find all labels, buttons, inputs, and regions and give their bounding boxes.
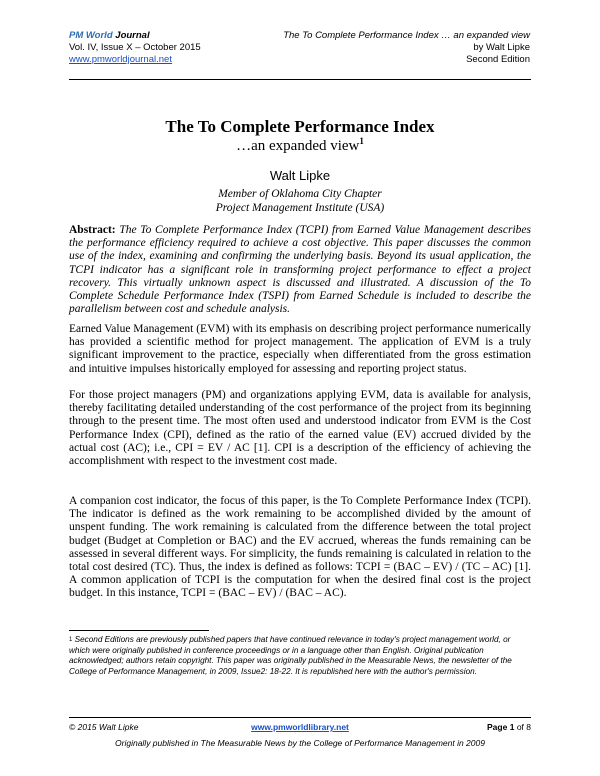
header-divider — [69, 79, 531, 80]
abstract-text: The To Complete Performance Index (TCPI) from Earned Value Management describes the performance efficiency required to achieve a cost objective. This paper discusses the common use of the index, examining and confirming the underlying basis. Beyond its usual application, the TCPI indicator has a significant role in transforming project performance to effect a project recovery. This virtually unknown aspect is discussed and illustrated. A discussion of the To Complete Schedule Performance Index (TSPI) from Earned Schedule is included to describe the parallelism between cost and schedule analysis. — [69, 224, 532, 316]
edition-label: Second Edition — [466, 54, 530, 65]
footer-copyright: © 2015 Walt Lipke — [69, 722, 139, 732]
page-number: 1 — [509, 722, 515, 732]
subtitle-text: …an expanded view — [236, 138, 360, 154]
page-label: Page — [487, 722, 508, 732]
paper-title: The To Complete Performance Index — [165, 117, 435, 136]
footnote — [69, 635, 531, 677]
body-paragraph-3: A companion cost indicator, the focus of this paper, is the To Complete Performance Index (TCPI). The indicator is defined as the work remaining to be accomplished divided by the amount of unspent funding. The work remaining is calculated from the difference between the total project budget (Budget at Completion or BAC) and the EV accrued, whereas the funds remaining can be assessed in several different ways. For simplicity, the funds remaining is calculated in relation to the total cost desired (TC). Thus, the index is defined as follows: TCPI = (BAC – EV) / (TC – AC) [1]. A common application of TCPI is the computation for when the desired final cost is the project budget. In this instance, TCPI = (BAC – EV) / (BAC – AC). — [69, 495, 531, 600]
paper-author: Walt Lipke — [269, 168, 331, 183]
journal-website-link[interactable]: www.pmworldjournal.net — [69, 54, 172, 65]
footnote-marker[interactable]: 1 — [359, 136, 364, 146]
footnote-divider — [69, 630, 209, 631]
affiliation-line-1: Member of Oklahoma City Chapter — [218, 188, 382, 200]
journal-brand: PM World — [69, 30, 113, 41]
footer-website-link[interactable]: www.pmworldlibrary.net — [251, 722, 349, 732]
body-paragraph-1: Earned Value Management (EVM) with its emphasis on describing project performance numerically has provided a scientific method for project management. The application of EVM is a truly significant improvement to the practice, especially when differentiated from the gross estimation and intuitive impulses historically employed for assessing and reporting project status. — [69, 323, 531, 375]
paper-subtitle — [0, 136, 600, 155]
footnote-text: Second Editions are previously published papers that have continued relevance in today's project management world, or which were originally published in conference proceedings or in a language other than English. Original publication acknowledged; authors retain copyright. This paper was originally published in the Measurable News, the newsletter of the College of Performance Management, in 2009, Issue2: 18-22. It is republished here with the author's permission. — [69, 635, 512, 676]
footnote-number: 1 — [69, 637, 73, 643]
running-header — [283, 30, 530, 66]
journal-header — [69, 30, 201, 66]
page-total: of 8 — [516, 722, 531, 732]
running-title: The To Complete Performance Index … an expanded view — [283, 30, 530, 41]
journal-name — [69, 30, 201, 42]
running-author: by Walt Lipke — [473, 42, 530, 53]
footer-divider — [69, 717, 531, 718]
journal-volume: Vol. IV, Issue X – October 2015 — [69, 42, 201, 53]
body-paragraph-2: For those project managers (PM) and organizations applying EVM, data is available for analysis, thereby facilitating detailed understanding of the cost performance of the project from its beginning through to the present time. The most often used and understood indicator from EVM is the Cost Performance Index (CPI), defined as the ratio of the earned value (EV) accrued divided by the actual cost (AC); i.e., CPI = EV / AC [1]. CPI is a description of the efficiency of achieving the accomplishment with respect to the investment cost made. — [69, 389, 531, 468]
author-affiliation — [0, 187, 600, 215]
page-indicator — [487, 722, 531, 732]
abstract-label: Abstract: — [69, 224, 116, 236]
journal-word: Journal — [115, 30, 150, 41]
affiliation-line-2: Project Management Institute (USA) — [215, 202, 385, 214]
footer-origin: Originally published in The Measurable News by the College of Performance Management in 2009 — [115, 738, 485, 748]
abstract — [69, 224, 531, 316]
